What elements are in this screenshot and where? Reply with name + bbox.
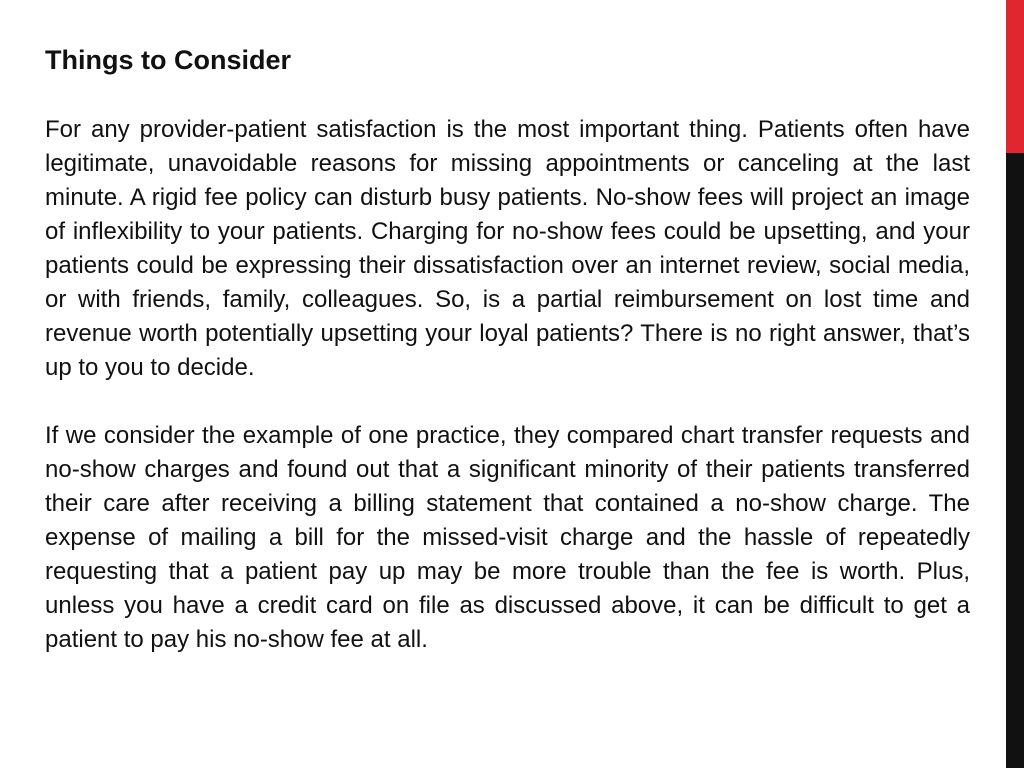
accent-bar-red [1006, 0, 1024, 153]
accent-bar-black [1006, 153, 1024, 768]
body-paragraph-1: For any provider-patient satisfaction is the most important thing. Patients often have legitimate, unavoidable reasons for missing appointments or canceling at the last minute. A rigid fee policy can disturb busy patients. No-show fees will project an image of inflexibility to your patients. Charging for no-show fees could be upsetting, and your patients could be expressing their dissatisfaction over an internet review, social media, or with friends, family, colleagues. So, is a partial reimbursement on lost time and revenue worth potentially upsetting your loyal patients? There is no right answer, that’s up to you to decide. [45, 116, 970, 381]
slide-title: Things to Consider [45, 45, 291, 75]
slide-content [45, 40, 970, 657]
body-paragraph-2: If we consider the example of one practice, they compared chart transfer requests and no-show charges and found out that a significant minority of their patients transferred their care after receiving a billing statement that contained a no-show charge. The expense of mailing a bill for the missed-visit charge and the hassle of repeatedly requesting that a patient pay up may be more trouble than the fee is worth. Plus, unless you have a credit card on file as discussed above, it can be difficult to get a patient to pay his no-show fee at all. [45, 422, 970, 653]
